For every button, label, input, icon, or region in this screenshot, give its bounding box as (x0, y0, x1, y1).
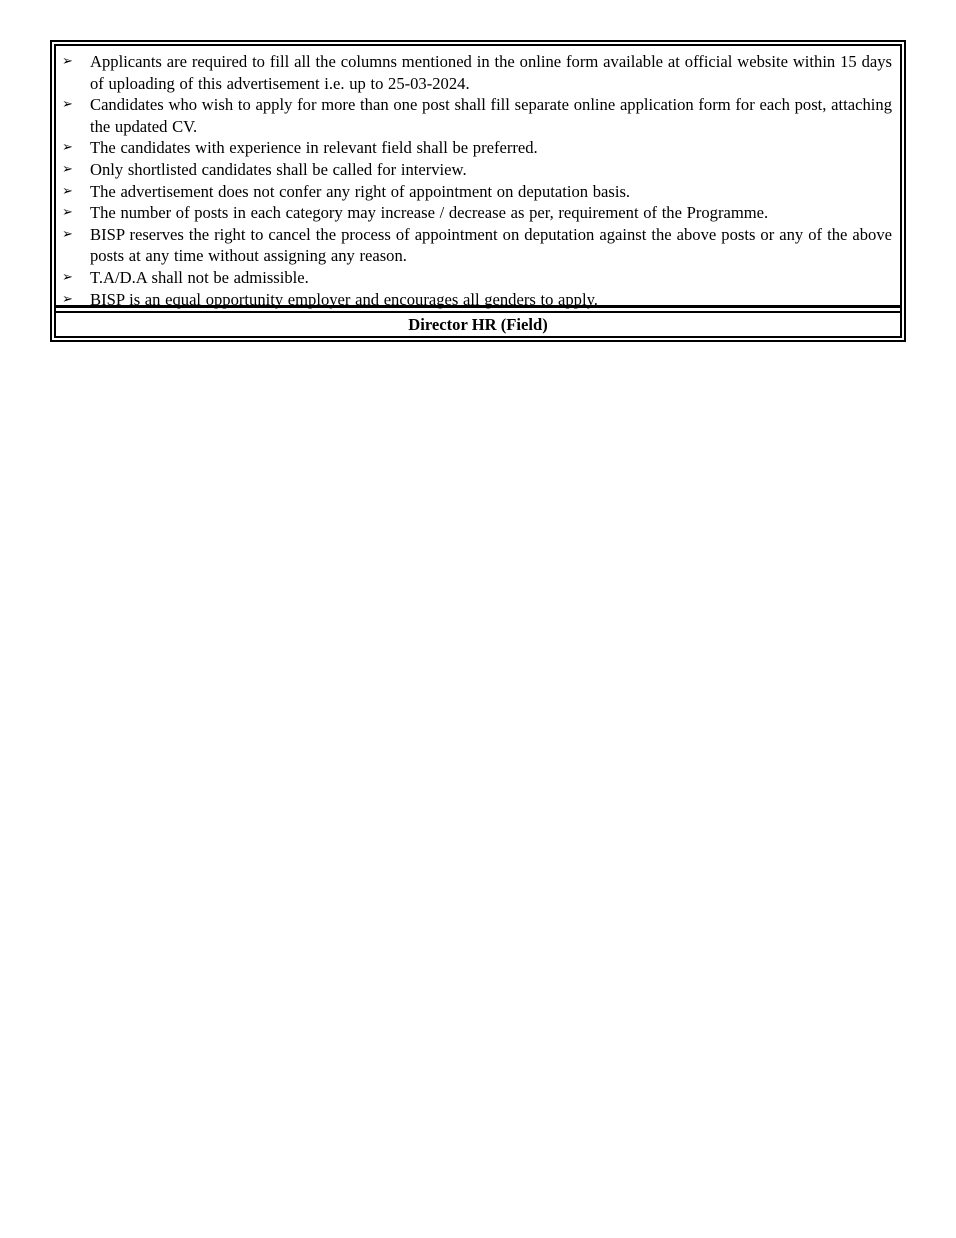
instruction-text: The candidates with experience in relevant field shall be preferred. (90, 138, 538, 158)
list-item (56, 94, 892, 137)
instruction-text: Candidates who wish to apply for more than one post shall fill separate online application form for each post, attaching the updated CV. (90, 95, 892, 136)
instruction-text: Applicants are required to fill all the columns mentioned in the online form available at official website within 15 days of uploading of this advertisement i.e. up to 25-03-2024. (90, 52, 892, 93)
list-item (56, 202, 892, 224)
instruction-text: Only shortlisted candidates shall be called for interview. (90, 159, 467, 179)
inner-frame (54, 44, 902, 338)
list-item (56, 267, 892, 289)
list-item (56, 51, 892, 94)
arrowhead-bullet-icon: ➢ (62, 140, 73, 156)
instruction-text: BISP is an equal opportunity employer and encourages all genders to apply. (90, 289, 598, 309)
instruction-text: T.A/D.A shall not be admissible. (90, 267, 309, 287)
instruction-text: The advertisement does not confer any right of appointment on deputation basis. (90, 181, 631, 201)
list-item (56, 289, 892, 311)
instruction-text: The number of posts in each category may increase / decrease as per, requirement of the Programme. (90, 203, 769, 223)
list-item (56, 137, 892, 159)
arrowhead-bullet-icon: ➢ (62, 291, 73, 307)
arrowhead-bullet-icon: ➢ (62, 226, 73, 242)
arrowhead-bullet-icon: ➢ (62, 54, 73, 69)
instructions-list (56, 46, 900, 310)
list-item (56, 181, 892, 203)
instruction-text: BISP reserves the right to cancel the process of appointment on deputation against the above posts or any of the above posts at any time without assigning any reason. (90, 224, 892, 266)
instructions-section (56, 46, 900, 308)
arrowhead-bullet-icon: ➢ (62, 161, 73, 177)
arrowhead-bullet-icon: ➢ (62, 97, 73, 113)
list-item (56, 159, 892, 181)
arrowhead-bullet-icon: ➢ (62, 183, 73, 199)
signatory-title: Director HR (Field) (408, 314, 548, 334)
list-item (56, 224, 892, 267)
arrowhead-bullet-icon: ➢ (62, 205, 73, 221)
notice-box (50, 40, 906, 342)
arrowhead-bullet-icon: ➢ (62, 269, 73, 285)
signatory-row (56, 311, 900, 336)
